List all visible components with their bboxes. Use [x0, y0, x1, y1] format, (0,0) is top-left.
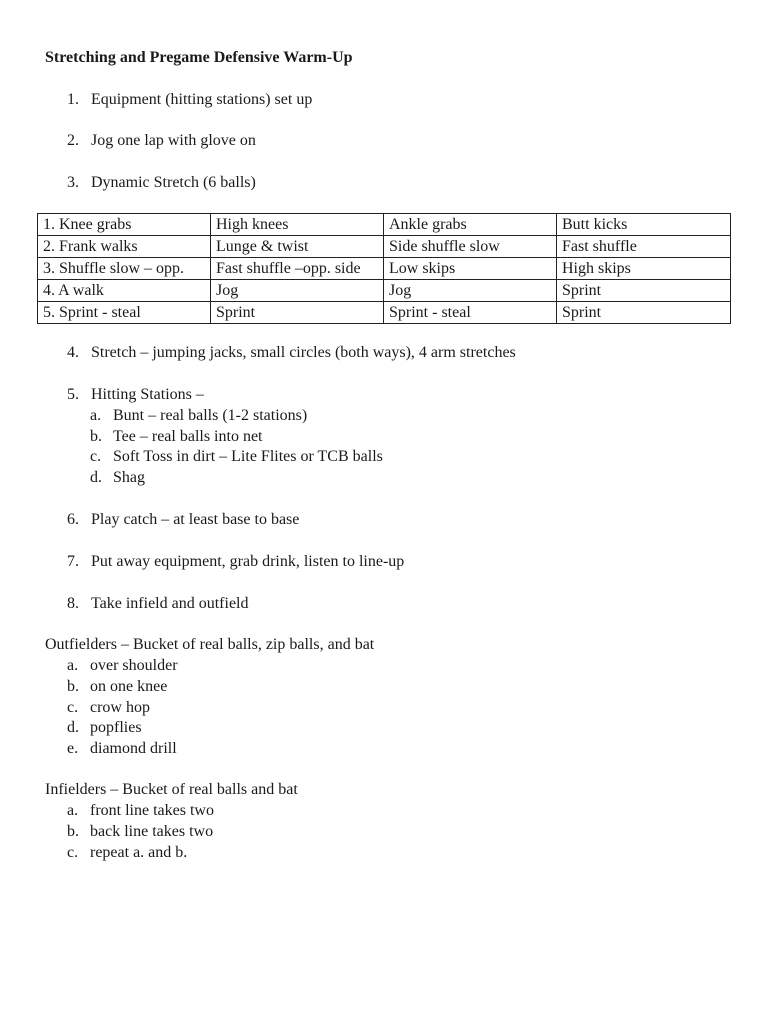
list-item	[67, 822, 213, 842]
table-cell: Jog	[211, 280, 384, 302]
list-item	[67, 843, 187, 863]
step-number: 7.	[67, 553, 79, 570]
step-number: 3.	[67, 174, 79, 191]
table-cell: Sprint	[211, 302, 384, 324]
step-text: Play catch – at least base to base	[91, 511, 300, 528]
list-letter: a.	[67, 657, 79, 674]
step-5	[67, 385, 204, 405]
step-text: Equipment (hitting stations) set up	[91, 91, 313, 108]
table-row	[38, 214, 731, 236]
list-text: on one knee	[90, 678, 168, 695]
list-text: Bunt – real balls (1-2 stations)	[113, 407, 308, 424]
list-item	[67, 677, 167, 697]
step-number: 4.	[67, 344, 79, 361]
step-8	[67, 594, 249, 614]
list-letter: b.	[67, 678, 79, 695]
list-item	[67, 656, 178, 676]
step-3	[67, 173, 256, 193]
list-letter: b.	[90, 428, 102, 445]
step-text: Dynamic Stretch (6 balls)	[91, 174, 256, 191]
dynamic-stretch-table	[37, 213, 731, 324]
list-text: Shag	[113, 469, 145, 486]
list-letter: c.	[67, 844, 79, 861]
step-number: 6.	[67, 511, 79, 528]
step-4	[67, 343, 516, 363]
list-item	[67, 698, 150, 718]
table-cell: 5. Sprint - steal	[38, 302, 211, 324]
list-item	[67, 739, 177, 759]
list-letter: b.	[67, 823, 79, 840]
list-letter: d.	[90, 469, 102, 486]
table-cell: Side shuffle slow	[384, 236, 557, 258]
step-number: 5.	[67, 386, 79, 403]
step-2	[67, 131, 256, 151]
table-cell: Ankle grabs	[384, 214, 557, 236]
list-text: Soft Toss in dirt – Lite Flites or TCB balls	[113, 448, 383, 465]
list-letter: e.	[67, 740, 79, 757]
list-letter: c.	[90, 448, 102, 465]
list-item	[90, 468, 145, 488]
table-cell: High knees	[211, 214, 384, 236]
table-row	[38, 258, 731, 280]
list-item	[67, 718, 142, 738]
table-cell: Fast shuffle –opp. side	[211, 258, 384, 280]
table-cell: 3. Shuffle slow – opp.	[38, 258, 211, 280]
table-cell: 1. Knee grabs	[38, 214, 211, 236]
step-7	[67, 552, 404, 572]
table-cell: High skips	[557, 258, 731, 280]
table-cell: Low skips	[384, 258, 557, 280]
table-cell: Sprint	[557, 280, 731, 302]
list-text: Tee – real balls into net	[113, 428, 263, 445]
list-text: front line takes two	[90, 802, 214, 819]
table-cell: Sprint - steal	[384, 302, 557, 324]
step-1	[67, 90, 312, 110]
table-cell: 4. A walk	[38, 280, 211, 302]
list-letter: a.	[67, 802, 79, 819]
step-6	[67, 510, 299, 530]
list-letter: d.	[67, 719, 79, 736]
table-cell: Sprint	[557, 302, 731, 324]
infielders-heading: Infielders – Bucket of real balls and bat	[45, 781, 298, 798]
list-letter: c.	[67, 699, 79, 716]
table-row	[38, 236, 731, 258]
list-text: back line takes two	[90, 823, 214, 840]
list-item	[90, 447, 383, 467]
outfielders-heading: Outfielders – Bucket of real balls, zip balls, and bat	[45, 636, 375, 653]
step-text: Take infield and outfield	[91, 595, 249, 612]
step-number: 8.	[67, 595, 79, 612]
list-text: diamond drill	[90, 740, 177, 757]
list-item	[90, 406, 307, 426]
table-row	[38, 280, 731, 302]
table-cell: Jog	[384, 280, 557, 302]
table-cell: Lunge & twist	[211, 236, 384, 258]
list-text: over shoulder	[90, 657, 178, 674]
step-text: Put away equipment, grab drink, listen to line-up	[91, 553, 405, 570]
list-letter: a.	[90, 407, 102, 424]
step-text: Stretch – jumping jacks, small circles (both ways), 4 arm stretches	[91, 344, 516, 361]
table-row	[38, 302, 731, 324]
list-text: crow hop	[90, 699, 150, 716]
list-item	[90, 427, 263, 447]
list-text: popflies	[90, 719, 142, 736]
step-text: Hitting Stations –	[91, 386, 204, 403]
table-cell: Fast shuffle	[557, 236, 731, 258]
list-text: repeat a. and b.	[90, 844, 188, 861]
table-cell: Butt kicks	[557, 214, 731, 236]
list-item	[67, 801, 214, 821]
step-number: 1.	[67, 91, 79, 108]
step-number: 2.	[67, 132, 79, 149]
table-cell: 2. Frank walks	[38, 236, 211, 258]
document-title: Stretching and Pregame Defensive Warm-Up	[45, 49, 353, 66]
step-text: Jog one lap with glove on	[91, 132, 256, 149]
